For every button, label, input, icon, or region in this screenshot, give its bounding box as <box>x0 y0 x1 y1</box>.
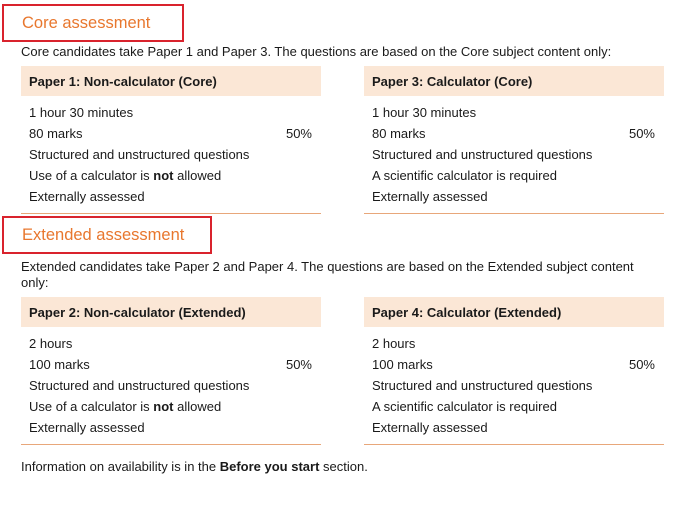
paper-3-card <box>364 66 664 214</box>
core-assessment-heading <box>2 4 184 42</box>
paper-1-title: Paper 1: Non-calculator (Core) <box>21 66 321 96</box>
extended-assessment-heading <box>2 216 212 254</box>
paper-4-duration: 2 hours <box>372 336 416 351</box>
paper-1-marks: 80 marks <box>29 126 83 141</box>
paper-1-questions: Structured and unstructured questions <box>29 147 250 162</box>
paper-4-questions: Structured and unstructured questions <box>372 378 593 393</box>
paper-3-questions: Structured and unstructured questions <box>372 147 593 162</box>
paper-3-duration: 1 hour 30 minutes <box>372 105 477 120</box>
paper-4-title: Paper 4: Calculator (Extended) <box>364 297 664 327</box>
paper-1-marks-row <box>29 123 313 144</box>
paper-2-weight: 50% <box>285 357 312 372</box>
paper-2-title: Paper 2: Non-calculator (Extended) <box>21 297 321 327</box>
paper-4-card <box>364 297 664 445</box>
paper-3-title: Paper 3: Calculator (Core) <box>364 66 664 96</box>
core-intro: Core candidates take Paper 1 and Paper 3. The questions are based on the Core subject content only: <box>21 44 612 59</box>
paper-4-weight: 50% <box>628 357 655 372</box>
paper-2-questions: Structured and unstructured questions <box>29 378 250 393</box>
paper-1-card <box>21 66 321 214</box>
paper-3-marks-row <box>372 123 656 144</box>
paper-3-marks: 80 marks <box>372 126 426 141</box>
paper-4-assessment: Externally assessed <box>372 420 488 435</box>
paper-1-duration: 1 hour 30 minutes <box>29 105 134 120</box>
paper-2-assessment: Externally assessed <box>29 420 145 435</box>
before-you-start-reference: Before you start <box>219 459 320 474</box>
paper-4-marks-row <box>372 354 656 375</box>
paper-4-marks: 100 marks <box>372 357 433 372</box>
paper-1-assessment: Externally assessed <box>29 189 145 204</box>
paper-3-calculator: A scientific calculator is required <box>372 168 557 183</box>
paper-2-card <box>21 297 321 445</box>
paper-3-weight: 50% <box>628 126 655 141</box>
paper-2-marks-row <box>29 354 313 375</box>
paper-2-marks: 100 marks <box>29 357 90 372</box>
paper-4-calculator: A scientific calculator is required <box>372 399 557 414</box>
paper-2-duration: 2 hours <box>29 336 73 351</box>
extended-assessment-heading-text: Extended assessment <box>22 225 185 244</box>
paper-1-weight: 50% <box>285 126 312 141</box>
paper-2-calculator: Use of a calculator is not allowed <box>29 399 222 414</box>
paper-1-calculator: Use of a calculator is not allowed <box>29 168 222 183</box>
availability-note: Information on availability is in the Before you start section. <box>21 459 368 474</box>
core-assessment-heading-text: Core assessment <box>22 13 151 32</box>
extended-intro: Extended candidates take Paper 2 and Paper 4. The questions are based on the Extended subject content only: <box>21 259 634 290</box>
paper-3-assessment: Externally assessed <box>372 189 488 204</box>
